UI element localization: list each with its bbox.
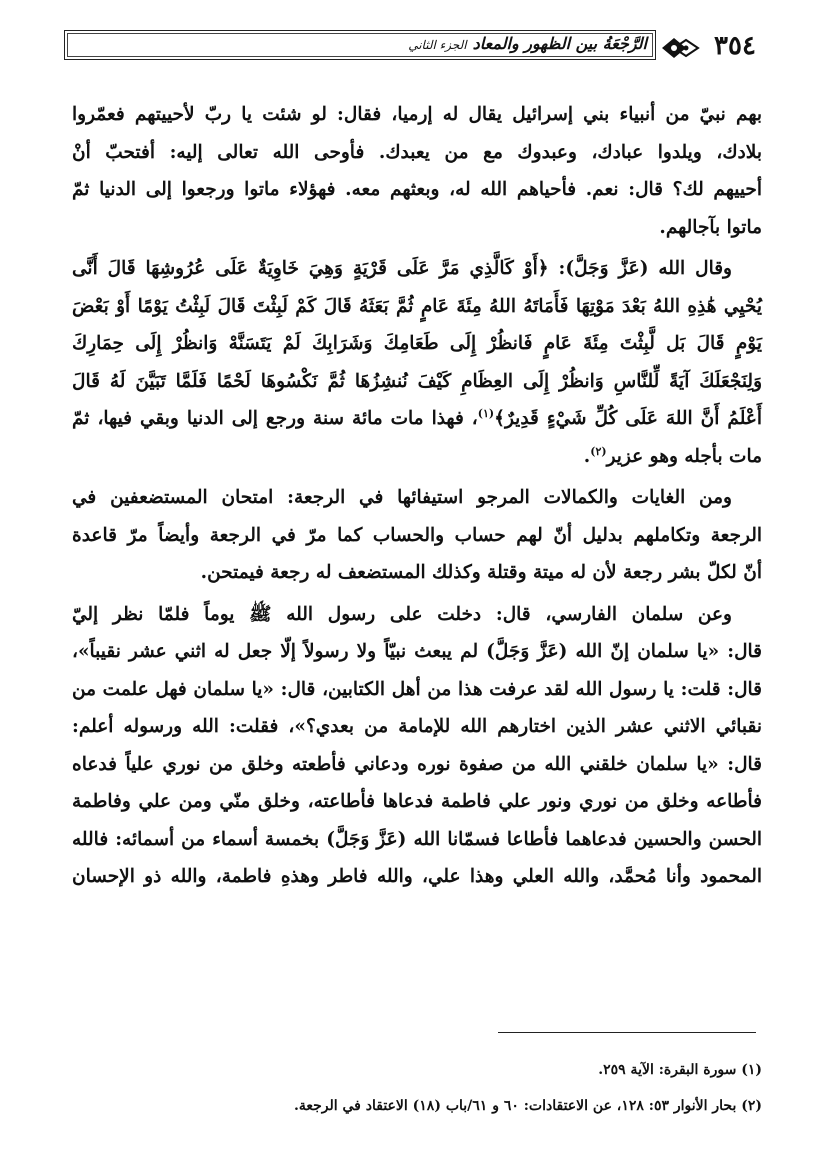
footnotes xyxy=(72,1052,762,1124)
text-line: بلادك، ويلدوا عبادك، وعبدوك مع من يعبدك. فأوحى الله تعالى إليه: أفتحبّ أنْ xyxy=(72,141,762,163)
footnote-1: (١) سورة البقرة: الآية ٢٥٩. xyxy=(598,1062,762,1078)
text-line: أنّ لكلّ بشر رجعة لأن له ميتة وقتلة وكذلك المستضعف له رجعة فيمتحن. xyxy=(200,562,762,583)
text-line xyxy=(72,400,762,438)
book-title-text: الرَّجْعَةُ بين الظهور والمعاد xyxy=(472,34,647,53)
header-title-box xyxy=(64,30,656,60)
ornament-icon xyxy=(660,34,700,62)
text-line: قال: «يا سلمان إنّ الله (عَزَّ وَجَلَّ) لم يبعث نبيّاً ولا رسولاً إلّا جعل له اثني عشر نقيباً»، xyxy=(72,641,762,662)
text-line: الحسن والحسين فدعاهما فأطاعا فسمّانا الله (عَزَّ وَجَلَّ) بخمسة أسماء من أسمائه: فالله xyxy=(72,828,762,850)
text-line: قال: «يا سلمان خلقني الله من صفوة نوره ودعاني فأطعته وخلق من نوري علياً فدعاه xyxy=(72,753,762,775)
text-line: فأطاعه وخلق من نوري ونور علي فاطمة فدعاها فأطاعته، وخلق منّي ومن علي وفاطمة xyxy=(72,791,762,812)
text-line xyxy=(72,438,762,476)
period: . xyxy=(583,445,591,467)
volume-label: الجزء الثاني xyxy=(408,38,467,52)
page-number: ٣٥٤ xyxy=(714,31,756,61)
footnote-ref-2: (٢) xyxy=(590,444,607,458)
text-line: نقبائي الاثني عشر الذين اختارهم الله للإمامة من بعدي؟»، فقلت: الله ورسوله أعلم: xyxy=(72,716,762,737)
footnote-ref-1: (١) xyxy=(477,406,495,420)
text-line: وعن سلمان الفارسي، قال: دخلت على رسول الله ﷺ يوماً فلمّا نظر إليّ xyxy=(72,603,732,625)
quran-line: يَوْمٍ قَالَ بَل لَّبِثْتَ مِئَةَ عَامٍ فَانظُرْ إِلَى طَعَامِكَ وَشَرَابِكَ لَمْ يَتَسَنَّهْ وَانظُرْ إِلَى حِمَارِكَ xyxy=(72,333,762,354)
text-line: الرجعة وتكاملهم بدليل أنّ لهم حساب والحساب كما مرّ في الرجعة وأيضاً مرّ قاعدة xyxy=(72,524,762,546)
quran-verse-end: أَعْلَمُ أَنَّ اللهَ عَلَى كُلِّ شَيْءٍ قَدِيرٌ﴾ xyxy=(494,408,762,429)
quran-line: يُحْيِي هَٰذِهِ اللهُ بَعْدَ مَوْتِهَا فَأَمَاتَهُ اللهُ مِئَةَ عَامٍ ثُمَّ بَعَثَهُ قَالَ كَمْ لَبِثْتَ قَالَ لَبِثْتُ يَوْمًا أَوْ بَعْضَ xyxy=(72,295,762,317)
text-line: ماتوا بآجالهم. xyxy=(659,216,762,238)
footnote-2: (٢) بحار الأنوار ٥٣: ١٢٨، عن الاعتقادات: ٦٠ و ٦١/باب (١٨) الاعتقاد في الرجعة. xyxy=(293,1098,762,1114)
footnote-divider xyxy=(498,1032,756,1033)
text-line: ومن الغايات والكمالات المرجو استيفائها في الرجعة: امتحان المستضعفين في xyxy=(72,487,732,508)
text-continuation: ، فهذا مات مائة سنة ورجع إلى الدنيا وبقي فيها، ثمّ xyxy=(72,408,478,429)
text-line: أحييهم لك؟ قال: نعم. فأحياهم الله له، وبعثهم معه. فهؤلاء ماتوا ورجعوا إلى الدنيا ثمّ xyxy=(72,179,762,200)
quran-line: وَلِنَجْعَلَكَ آيَةً لِّلنَّاسِ وَانظُرْ إِلَى العِظَامِ كَيْفَ نُنشِزُهَا ثُمَّ نَكْسُوهَا لَحْمًا فَلَمَّا تَبَيَّنَ لَهُ قَالَ xyxy=(72,370,762,392)
page-body xyxy=(72,96,762,896)
text-line: وقال الله (عَزَّ وَجَلَّ): ﴿أَوْ كَالَّذِي مَرَّ عَلَى قَرْيَةٍ وَهِيَ خَاوِيَةٌ عَلَى عُرُوشِهَا قَالَ أَنَّى xyxy=(72,258,732,279)
text-line-start: مات بأجله وهو عزير xyxy=(606,445,762,467)
text-line: قال: قلت: يا رسول الله لقد عرفت هذا من أهل الكتابين، قال: «يا سلمان فهل علمت من xyxy=(72,678,762,700)
running-header xyxy=(64,26,768,66)
text-line: بهم نبيّ من أنبياء بني إسرائيل يقال له إرميا، فقال: لو شئت يا ربّ لأحييتهم فعمّروا xyxy=(72,104,762,125)
book-title xyxy=(408,31,647,57)
text-line: المحمود وأنا مُحمَّد، والله العلي وهذا علي، والله فاطر وهذهِ فاطمة، والله ذو الإحسان xyxy=(72,866,762,887)
